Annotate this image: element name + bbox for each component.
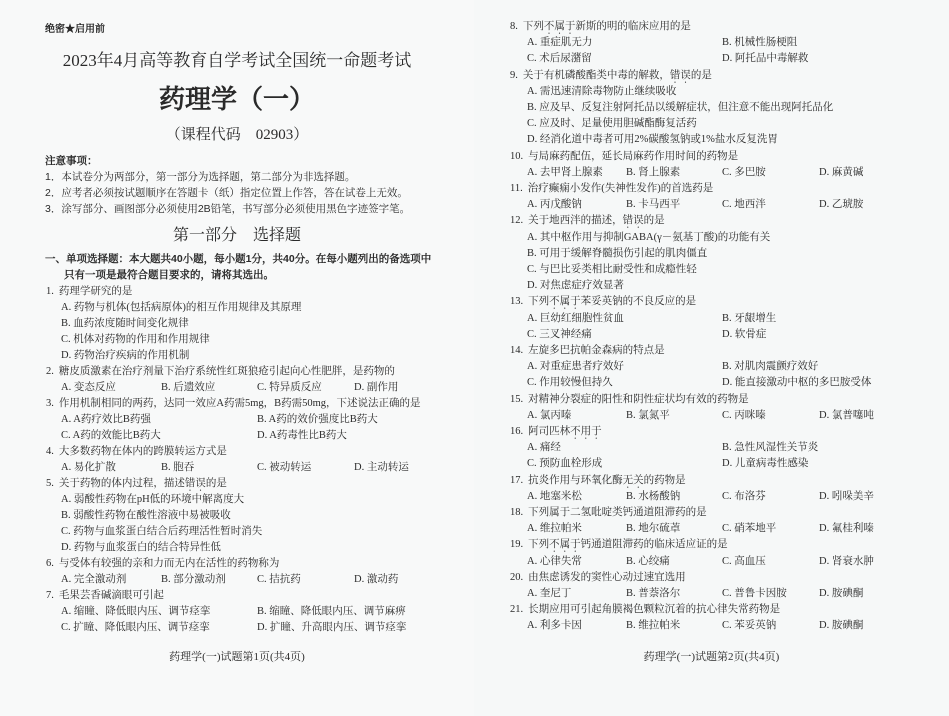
- option-c: C. 预防血栓形成: [527, 458, 603, 470]
- option-a: A. 易化扩散: [61, 462, 116, 473]
- option-d: D. 药物治疗疾病的作用机制: [61, 350, 190, 361]
- note-item: 2．应考者必须按试题顺序在答题卡（纸）指定位置上作答，答在试卷上无效。: [45, 187, 408, 199]
- option-a: A. 巨幼红细胞性贫血: [527, 312, 624, 324]
- question-stem: 新斯的明的临床应用的是: [575, 21, 691, 32]
- option-b: B. 部分激动剂: [161, 574, 226, 585]
- question-number: 11.: [510, 183, 523, 194]
- option-d: D. 激动药: [354, 574, 399, 585]
- option-b: B. 普萘洛尔: [626, 588, 681, 599]
- option-b: B. 弱酸性药物在酸性溶液中易被吸收: [61, 510, 231, 521]
- option-d: D. 氟桂利嗪: [819, 523, 874, 535]
- option-c: C. 高血压: [722, 555, 766, 567]
- question-stem: 毛果芸香碱滴眼可引起: [58, 590, 164, 601]
- question-number: 20.: [510, 571, 524, 583]
- option-b: B. 心绞痛: [626, 555, 670, 567]
- question-number: 2.: [46, 366, 54, 377]
- question-number: 4.: [46, 446, 54, 457]
- option-b: B. 应及早、反复注射阿托品以缓解症状，但注意不能出现阿托品化: [527, 102, 834, 113]
- option-d: D. 阿托品中毒解救: [722, 53, 809, 65]
- option-d: D. 副作用: [354, 382, 399, 393]
- question-stem: 错误: [184, 478, 206, 489]
- option-a: A. 心律失常: [527, 555, 582, 567]
- question-18: [510, 504, 707, 519]
- option-d: D. 氯普噻吨: [819, 409, 874, 421]
- option-d: D. 对焦虑症疗效显著: [527, 280, 624, 292]
- question-21: [510, 601, 780, 616]
- question-number: 8.: [510, 21, 518, 32]
- option-c: C. 布洛芬: [722, 490, 766, 502]
- question-stem: 不属于: [549, 296, 581, 308]
- exam-page-1: [0, 0, 474, 716]
- question-number: 1.: [46, 286, 54, 297]
- question-number: 15.: [510, 393, 524, 405]
- option-d: D. A药毒性比B药大: [257, 430, 347, 441]
- option-a: A. A药疗效比B药强: [61, 414, 151, 425]
- question-stem: 关于有机磷酸酯类中毒的解救，: [522, 69, 670, 81]
- option-a: A. 去甲肾上腺素: [527, 166, 603, 178]
- option-b: B. 血药浓度随时间变化规律: [61, 318, 189, 329]
- question-number: 6.: [46, 558, 54, 569]
- option-c: C. 地西泮: [722, 199, 766, 211]
- option-d: D. 软骨症: [722, 328, 767, 340]
- question-stem: 关于地西泮的描述，: [528, 215, 623, 227]
- option-b: B. 水杨酸钠: [626, 490, 681, 502]
- option-a: A. 丙戊酸钠: [527, 199, 582, 211]
- question-stem: 大多数药物在体内的跨膜转运方式是: [58, 446, 227, 457]
- question-stem: 不属于: [549, 539, 581, 551]
- option-c: C. 丙咪嗪: [722, 409, 766, 421]
- option-d: D. 吲哚美辛: [819, 490, 874, 502]
- option-b: B. 维拉帕米: [626, 620, 681, 632]
- note-item: 1．本试卷分为两部分，第一部分为选择题，第二部分为非选择题。: [45, 171, 356, 183]
- option-d: D. 儿童病毒性感染: [722, 458, 809, 470]
- page-footer: 药理学(一)试题第2页(共4页): [643, 651, 780, 663]
- question-stem: 与受体有较强的亲和力而无内在活性的药物称为: [58, 558, 280, 569]
- option-a: A. 对重症患者疗效好: [527, 361, 624, 373]
- question-number: 13.: [510, 296, 524, 308]
- question-number: 3.: [46, 398, 54, 409]
- option-d: D. 扩瞳、升高眼内压、调节痉挛: [257, 622, 407, 633]
- question-stem: 作用机制相同的两药，达同一效应A药需5mg，B药需50mg，下述说法正确的是: [58, 398, 421, 409]
- question-stem: 下列: [528, 539, 550, 551]
- confidential-label: 绝密★启用前: [45, 24, 105, 35]
- option-c: C. 三叉神经痛: [527, 328, 592, 340]
- notes-heading: 注意事项：: [45, 155, 98, 167]
- part-title: 第一部分 选择题: [172, 227, 301, 244]
- option-b: B. 缩瞳、降低眼内压、调节麻痹: [257, 606, 406, 617]
- question-number: 19.: [510, 539, 524, 551]
- question-stem: 下列属于二氢吡啶类钙通道阻滞药的是: [528, 507, 707, 518]
- question-4: [46, 443, 227, 458]
- question-number: 5.: [46, 478, 54, 489]
- question-stem: 糖皮质激素在治疗剂量下治疗系统性红斑狼疮引起向心性肥胖，是药物的: [58, 366, 395, 377]
- option-b: B. 氯氮平: [626, 409, 670, 421]
- question-stem: 长期应用可引起角膜褐色颗粒沉着的抗心律失常药物是: [528, 604, 781, 616]
- question-number: 12.: [510, 215, 524, 227]
- option-b: B. 对肌肉震颤疗效好: [722, 361, 819, 373]
- subject-title: 药理学（一）: [158, 85, 315, 114]
- option-d: D. 药物与血浆蛋白的结合特异性低: [61, 542, 221, 553]
- option-d: D. 乙琥胺: [819, 199, 864, 211]
- option-a: A. 变态反应: [61, 382, 116, 393]
- option-b: B. 胞吞: [161, 462, 195, 473]
- question-stem: 下列: [522, 21, 544, 32]
- question-stem: 下列: [528, 296, 550, 308]
- option-b: B. 可用于缓解脊髓损伤引起的肌肉僵直: [527, 247, 708, 259]
- question-2: [46, 363, 395, 378]
- option-d: D. 主动转运: [354, 462, 409, 473]
- option-c: C. 被动转运: [257, 462, 312, 473]
- question-number: 16.: [510, 426, 524, 437]
- option-d: D. 能直接激动中枢的多巴胺受体: [722, 377, 872, 389]
- question-stem: 关于药物的体内过程，描述: [58, 478, 185, 489]
- option-d: D. 麻黄碱: [819, 166, 864, 178]
- option-d: D. 胺碘酮: [819, 620, 864, 632]
- section-instruction: 一、单项选择题：本大题共40小题，每小题1分，共40分。在每小题列出的备选项中: [45, 253, 432, 265]
- question-number: 10.: [510, 150, 524, 162]
- option-a: A. 需迅速清除毒物防止继续吸收: [527, 85, 677, 97]
- question-stem: 的是: [643, 215, 665, 227]
- question-stem: 抗炎作用与环氧化酶: [528, 474, 623, 486]
- option-a: A. 弱酸性药物在pH低的环境中解离度大: [61, 494, 245, 505]
- question-11: [510, 180, 713, 195]
- option-c: C. 普鲁卡因胺: [722, 588, 787, 599]
- option-a: A. 利多卡因: [527, 620, 582, 632]
- option-c: C. 机体对药物的作用和作用规律: [61, 334, 210, 345]
- option-c: C. 苯妥英钠: [722, 620, 777, 632]
- question-number: 7.: [46, 590, 54, 601]
- question-stem: 错误: [669, 69, 691, 81]
- question-stem: 阿司匹林: [528, 426, 571, 437]
- option-c: C. 多巴胺: [722, 166, 766, 178]
- question-15: [510, 391, 749, 406]
- question-stem: 由焦虑诱发的窦性心动过速宜选用: [528, 571, 686, 583]
- option-a: A. 其中枢作用与抑制GABA(γ－氨基丁酸)的功能有关: [527, 231, 771, 243]
- question-stem: 不属于: [543, 21, 576, 32]
- option-c: C. 药物与血浆蛋白结合后药理活性暂时消失: [61, 526, 263, 537]
- option-b: B. 机械性肠梗阻: [722, 37, 798, 49]
- course-code: （课程代码 02903）: [165, 127, 309, 143]
- page-footer: 药理学(一)试题第1页(共4页): [169, 651, 305, 663]
- question-number: 18.: [510, 507, 524, 518]
- option-c: C. 应及时、足量使用胆碱酯酶复活药: [527, 118, 697, 130]
- exam-page-2: [474, 0, 949, 716]
- question-7: [46, 587, 164, 602]
- option-d: D. 胺碘酮: [819, 588, 864, 599]
- question-stem: 的药物是: [643, 474, 686, 486]
- option-a: A. 维拉帕米: [527, 523, 582, 535]
- question-stem: 的是: [205, 478, 227, 489]
- question-number: 14.: [510, 345, 524, 356]
- option-a: A. 重症肌无力: [527, 37, 593, 49]
- option-c: C. 扩瞳、降低眼内压、调节痉挛: [61, 622, 210, 633]
- question-stem: 无关: [622, 474, 644, 486]
- question-stem: 不用于: [570, 426, 602, 437]
- question-20: [510, 569, 686, 584]
- option-d: D. 肾衰水肿: [819, 555, 874, 567]
- option-b: B. 地尔硫䓬: [626, 523, 681, 535]
- question-3: [46, 395, 421, 410]
- option-b: B. 肾上腺素: [626, 166, 681, 178]
- option-c: C. 硝苯地平: [722, 523, 777, 535]
- option-a: A. 完全激动剂: [61, 574, 127, 585]
- question-stem: 钙通道阻滞药的临床适应证的是: [580, 539, 728, 551]
- question-stem: 药理学研究的是: [58, 286, 133, 297]
- question-number: 21.: [510, 604, 524, 616]
- option-a: A. 地塞米松: [527, 490, 582, 502]
- question-stem: 与局麻药配伍，延长局麻药作用时间的药物是: [528, 150, 739, 162]
- section-instruction-cont: 只有一项是最符合题目要求的，请将其选出。: [64, 269, 274, 281]
- option-b: B. A药的效价强度比B药大: [257, 414, 378, 425]
- option-a: A. 奎尼丁: [527, 588, 572, 599]
- question-6: [46, 555, 279, 570]
- question-stem: 对精神分裂症的阳性和阴性症状均有效的药物是: [528, 393, 749, 405]
- question-1: [46, 283, 132, 298]
- question-number: 17.: [510, 474, 524, 486]
- option-d: D. 经消化道中毒者可用2%碳酸氢钠或1%盐水反复洗胃: [527, 134, 778, 146]
- option-a: A. 缩瞳、降低眼内压、调节痉挛: [61, 606, 211, 617]
- option-b: B. 牙龈增生: [722, 312, 777, 324]
- option-a: A. 氯丙嗪: [527, 409, 572, 421]
- option-b: B. 急性风湿性关节炎: [722, 442, 819, 454]
- question-stem: 苯妥英钠的不良反应的是: [580, 296, 697, 308]
- option-c: C. 与巴比妥类相比耐受性和成瘾性轻: [527, 264, 697, 275]
- exam-title: 2023年4月高等教育自学考试全国统一命题考试: [62, 51, 412, 70]
- option-c: C. 拮抗药: [257, 574, 301, 585]
- note-item: 3．涂写部分、画图部分必须使用2B铅笔，书写部分必须使用黑色字迹签字笔。: [45, 203, 411, 215]
- question-10: [510, 148, 738, 163]
- question-stem: 错误: [622, 215, 644, 227]
- question-stem: 的是: [690, 69, 712, 81]
- option-c: C. 特异质反应: [257, 382, 322, 393]
- question-stem: 治疗癫痫小发作(失神性发作)的首选药是: [527, 183, 714, 194]
- question-14: [510, 342, 665, 357]
- option-c: C. 作用较慢但持久: [527, 377, 613, 389]
- question-number: 9.: [510, 69, 518, 81]
- option-b: B. 后遗效应: [161, 382, 216, 393]
- option-a: A. 痛经: [527, 442, 561, 454]
- option-c: C. A药的效能比B药大: [61, 430, 161, 441]
- option-c: C. 术后尿潴留: [527, 53, 592, 65]
- option-b: B. 卡马西平: [626, 199, 681, 211]
- question-stem: 左旋多巴抗帕金森病的特点是: [528, 345, 665, 356]
- option-a: A. 药物与机体(包括病原体)的相互作用规律及其原理: [61, 302, 302, 313]
